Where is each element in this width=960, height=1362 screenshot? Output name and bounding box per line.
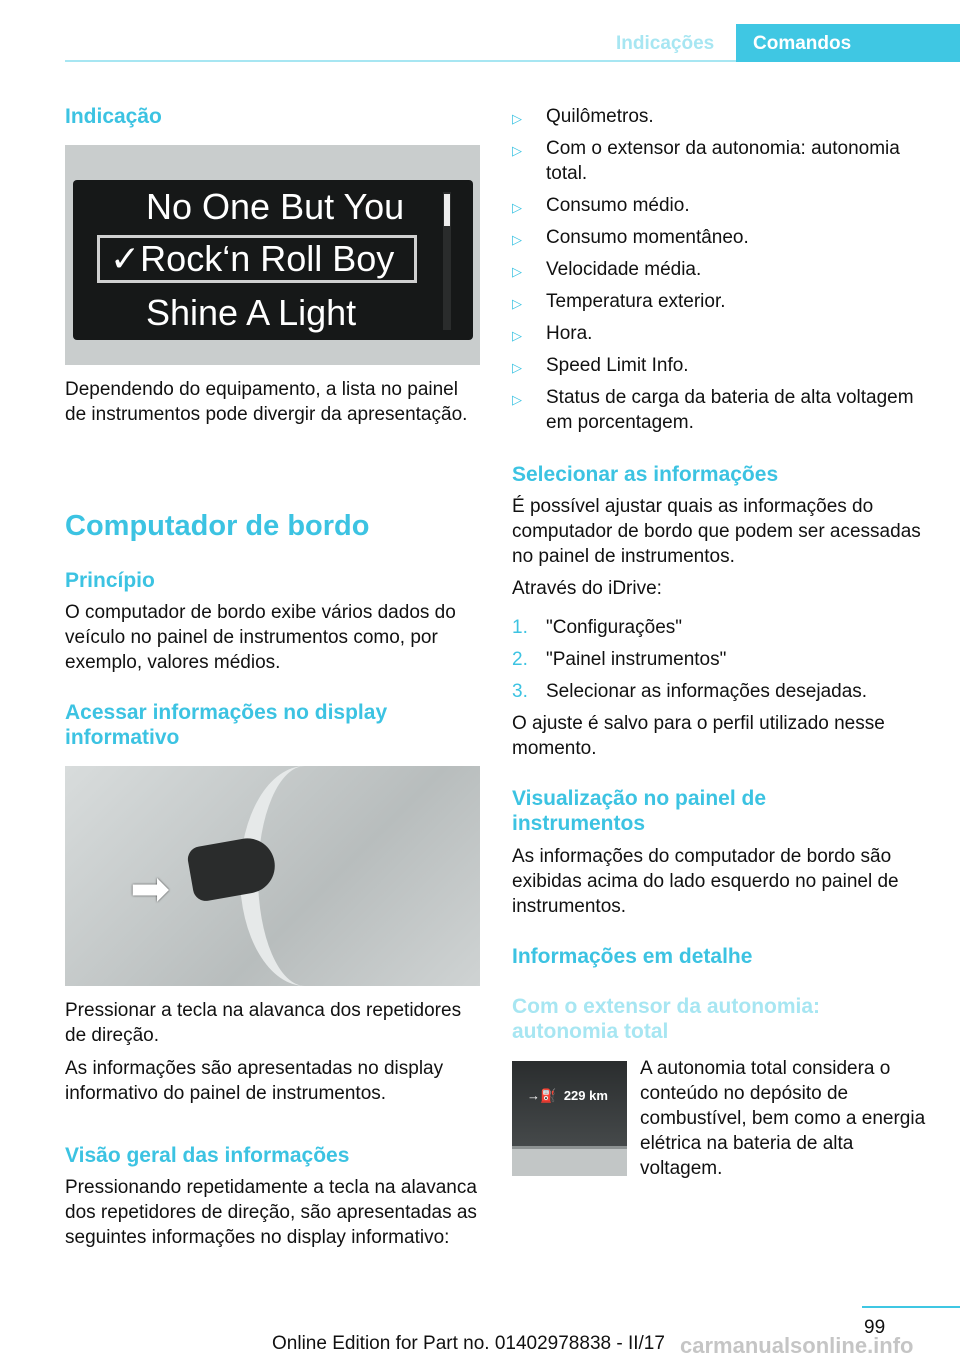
tab-indicacoes[interactable]: Indicações [616,33,715,54]
paragraph: É possível ajustar quais as informações do computador de bordo que podem ser acessadas no painel de instrumentos. [512,496,921,567]
list-item: ▷ Com o extensor da autonomia: autonomia total. [512,138,900,184]
paragraph: Pressionando repetidamente a tecla na alavanca dos repetidores de direção, são apresentadas as seguintes informações no display informativo: [65,1177,477,1248]
paragraph: A autonomia total considera o conteúdo no depósito de combustível, bem como a energia elétrica na bateria de alta voltagem. [640,1058,926,1179]
triangle-bullet-icon: ▷ [512,296,522,311]
heading-indicacao: Indicação [65,105,162,128]
range-extender-icon: →⛽ [527,1088,557,1103]
heading-visao-geral: Visão geral das informações [65,1144,350,1167]
triangle-bullet-icon: ▷ [512,143,522,158]
list-item: ▷ Consumo médio. [512,193,932,218]
arrow-icon: ➡ [130,863,171,916]
range-display-image [512,1061,627,1176]
heading-principio: Princípio [65,569,155,592]
triangle-bullet-icon: ▷ [512,328,522,343]
list-item: ▷ Consumo momentâneo. [512,225,932,250]
scrollbar [443,192,451,330]
heading-extensor: Com o extensor da autonomia: autonomia total [512,995,821,1043]
footer-edition: Online Edition for Part no. 01402978838 - II/17 [272,1333,665,1354]
heading-selecionar: Selecionar as informações [512,463,779,486]
page-number: 99 [864,1317,886,1338]
display-item: Shine A Light [146,292,357,333]
tab-comandos-label: Comandos [753,33,852,54]
paragraph: Dependendo do equipamento, a lista no painel de instrumentos pode divergir da apresentação. [65,379,468,425]
display-list-image [65,145,480,365]
paragraph: Através do iDrive: [512,578,662,599]
triangle-bullet-icon: ▷ [512,232,522,247]
heading-visualizacao: Visualização no painel de instrumentos [512,787,767,835]
list-item: ▷ Velocidade média. [512,257,932,282]
list-item: ▷ Status de carga da bateria de alta voltagem em porcentagem. [512,387,914,433]
paragraph: As informações do computador de bordo são exibidas acima do lado esquerdo no painel de instrumentos. [512,846,899,917]
tab-comandos[interactable] [736,24,960,62]
triangle-bullet-icon: ▷ [512,264,522,279]
list-item: ▷ Speed Limit Info. [512,353,932,378]
info-list [512,104,932,442]
watermark: carmanualsonline.info [680,1333,914,1358]
steps-list [512,615,932,711]
triangle-bullet-icon: ▷ [512,200,522,215]
display-item: No One But You [146,186,405,227]
triangle-bullet-icon: ▷ [512,111,522,126]
step-item: 1. "Configurações" [512,617,683,638]
footer-rule [862,1306,960,1308]
heading-acessar: Acessar informações no display informativo [65,701,388,749]
check-icon: ✓ [110,238,141,279]
paragraph: O ajuste é salvo para o perfil utilizado nesse momento. [512,713,885,759]
triangle-bullet-icon: ▷ [512,392,522,407]
list-item: ▷ Temperatura exterior. [512,289,932,314]
paragraph: O computador de bordo exibe vários dados do veículo no painel de instrumentos como, por exemplo, valores médios. [65,602,456,673]
step-item: 3. Selecionar as informações desejadas. [512,681,868,702]
step-item: 2. "Painel instrumentos" [512,649,727,670]
heading-computador-de-bordo: Computador de bordo [65,510,370,542]
paragraph: As informações são apresentadas no display informativo do painel de instrumentos. [65,1058,444,1104]
display-item-selected: ✓Rock‘n Roll Boy [97,235,417,283]
range-value: 229 km [563,1088,608,1103]
paragraph: Pressionar a tecla na alavanca dos repetidores de direção. [65,1000,462,1046]
heading-informacoes-em-detalhe: Informações em detalhe [512,945,753,968]
turn-signal-lever-image [65,766,480,986]
list-item: ▷ Hora. [512,321,932,346]
list-item: ▷ Quilômetros. [512,104,932,129]
triangle-bullet-icon: ▷ [512,360,522,375]
